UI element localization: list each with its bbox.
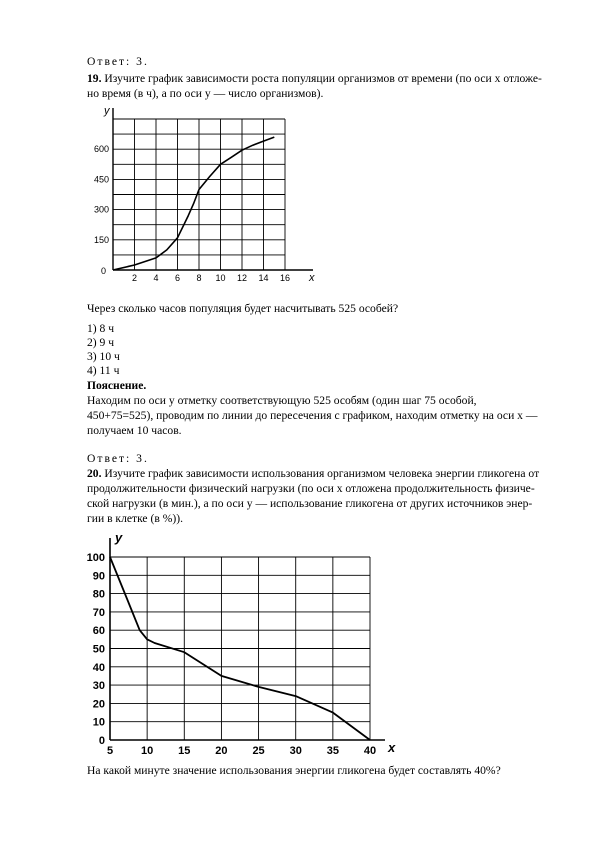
question-20-text-1 [87,467,539,481]
chart2-x-axis-label: x [388,740,396,755]
question-19-option-1: 1) 8 ч [87,322,115,335]
question-20-text-4: гии в клетке (в %)). [87,512,183,525]
question-19-explanation-3: получаем 10 часов. [87,424,182,437]
previous-answer-19: Ответ: 3. [87,55,149,68]
question-19-text-1 [87,72,542,86]
chart2-x-tick-label: 20 [215,745,228,757]
chart2-x-tick-label: 15 [178,745,191,757]
chart1-grid [113,119,285,270]
chart2-y-axis-label: y [115,530,123,545]
chart1-x-tick-label: 2 [131,273,138,283]
question-19-explanation-title: Пояснение. [87,379,147,392]
chart1-curve [113,137,274,270]
chart1-x-tick-label: 8 [196,273,202,283]
chart1-x-tick-label: 10 [215,273,226,283]
chart1-y-tick-label: 600 [93,144,109,155]
chart2-y-tick-label: 70 [92,606,105,619]
chart1-y-tick-label: 150 [93,234,109,245]
chart2-x-tick-label: 25 [252,745,265,757]
glycogen-usage-chart [85,530,405,758]
question-19-statement: Изучите график зависимости роста популяции организмов от времени (по оси x отложе- [101,72,542,85]
chart1-x-tick-label: 16 [279,273,291,283]
chart2-y-tick-label: 80 [92,588,105,601]
question-20-text-2: продолжительности физический нагрузки (по оси x отложена продолжительность физиче- [87,482,535,495]
question-19-option-4: 4) 11 ч [87,364,120,377]
chart1-origin-label: 0 [101,266,107,276]
chart1-series-line [113,137,274,270]
question-20-text-3: ской нагрузки (в мин.), а по оси y — использование гликогена от других источников энер- [87,497,533,510]
question-19-question: Через сколько часов популяция будет насчитывать 525 особей? [87,302,399,315]
chart1-x-tick-label: 4 [153,273,159,283]
question-19-text-2: но время (в ч), а по оси y — число организмов). [87,87,324,100]
chart2-y-tick-label: 30 [92,680,105,693]
question-19-explanation-1: Находим по оси y отметку соответствующую 525 особям (один шаг 75 особой, [87,394,477,407]
chart2-y-tick-label: 60 [92,625,105,638]
chart2-y-tick-label: 10 [92,716,105,729]
chart2-x-tick-label: 5 [106,745,114,757]
chart1-x-tick-label: 12 [236,273,248,283]
question-19-number: 19. [87,72,102,85]
question-20-question: На какой минуте значение использования энергии гликогена будет составлять 40%? [87,764,501,777]
previous-answer-20: Ответ: 3. [87,452,149,465]
chart2-y-tick-label: 20 [92,698,105,711]
question-19-option-2: 2) 9 ч [87,336,115,349]
chart1-x-tick-label: 6 [174,273,181,283]
chart1-axes [113,108,313,270]
chart2-axes [110,538,385,740]
chart1-y-axis-label: y [104,105,110,117]
chart2-x-tick-label: 30 [289,745,302,757]
chart2-x-tick-label: 10 [141,745,154,757]
question-20-statement: Изучите график зависимости использования организмом человека энергии гликогена от [101,467,540,480]
chart1-y-tick-label: 300 [93,204,109,215]
chart2-y-tick-label: 40 [92,661,105,674]
chart2-y-tick-label: 50 [92,643,105,656]
chart2-x-tick-label: 35 [326,745,339,757]
chart2-y-tick-label: 90 [92,570,105,583]
population-growth-chart [93,100,340,284]
chart2-y-tick-label: 100 [86,552,105,564]
chart2-y-tick-label: 0 [98,735,105,747]
chart1-y-tick-label: 450 [93,174,109,185]
chart2-labels [87,530,396,757]
question-20-number: 20. [87,467,102,480]
chart1-x-axis-label: x [309,272,315,284]
chart1-x-tick-label: 14 [258,273,269,283]
question-19-explanation-2: 450+75=525), проводим по линии до пересечения с графиком, находим отметку на оси x — [87,409,538,422]
question-19-option-3: 3) 10 ч [87,350,120,363]
chart2-x-tick-label: 40 [363,745,377,757]
